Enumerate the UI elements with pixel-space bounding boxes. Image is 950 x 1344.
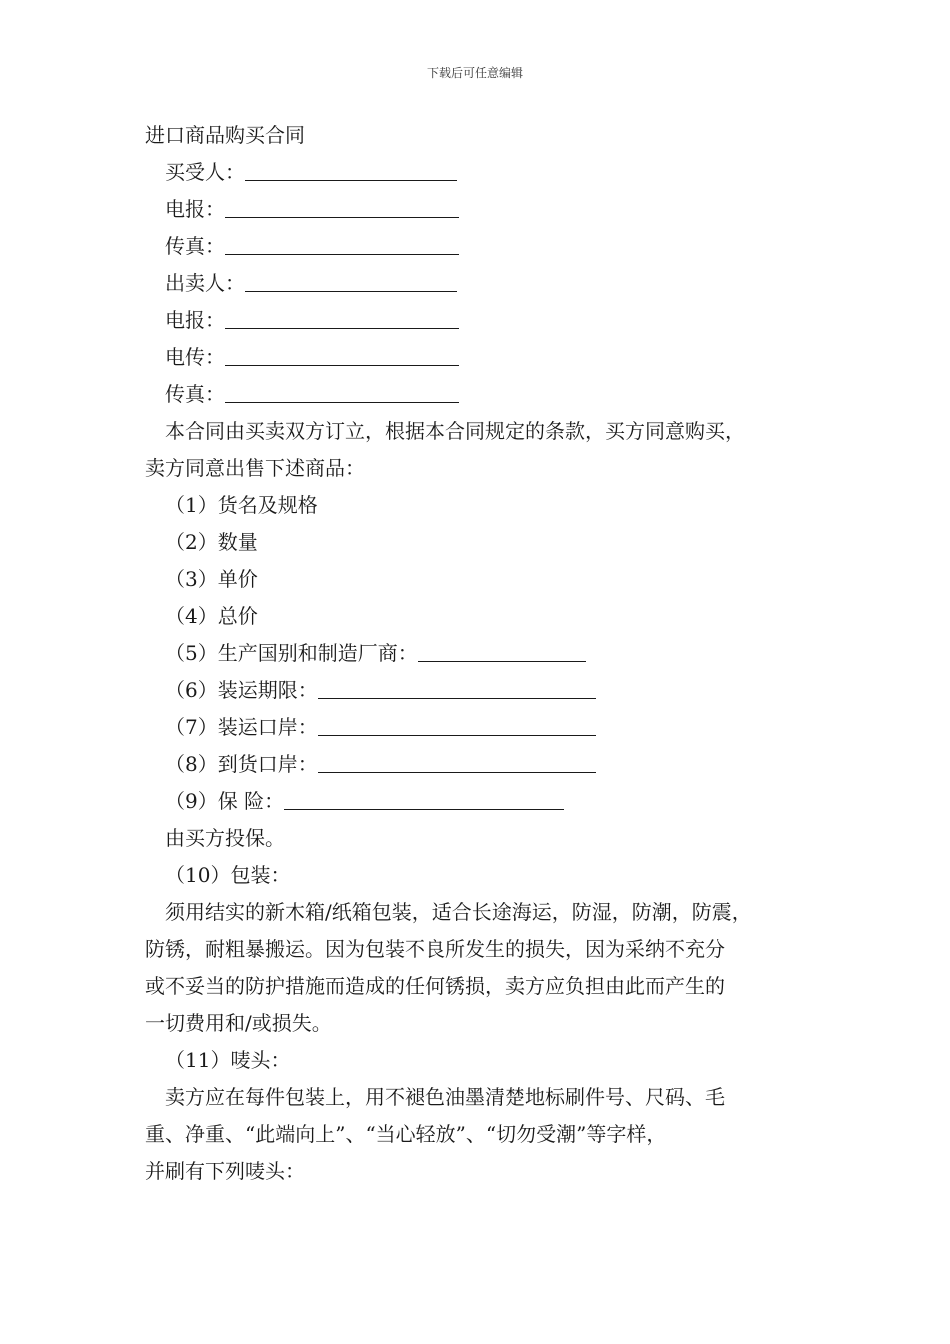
packing-heading: （10）包装：	[165, 863, 291, 887]
fill-blank[interactable]	[225, 306, 459, 329]
contract-title: 进口商品购买合同	[145, 123, 305, 147]
party-label: 电报：	[165, 197, 225, 221]
packing-text-line: 或不妥当的防护措施而造成的任何锈损，卖方应负担由此而产生的	[145, 974, 725, 998]
item-label: （5）生产国别和制造厂商：	[165, 641, 418, 665]
item-loading-port-row	[145, 709, 825, 746]
marks-text-line: 并刷有下列唛头：	[145, 1159, 305, 1183]
packing-text-line: 防锈，耐粗暴搬运。因为包装不良所发生的损失，因为采纳不充分	[145, 937, 725, 961]
party-seller-row	[145, 265, 825, 302]
party-label: 传真：	[165, 382, 225, 406]
item-label: （8）到货口岸：	[165, 752, 318, 776]
fill-blank[interactable]	[318, 713, 596, 736]
fill-blank[interactable]	[245, 269, 457, 292]
party-label: 电报：	[165, 308, 225, 332]
party-label: 传真：	[165, 234, 225, 258]
fill-blank[interactable]	[418, 639, 586, 662]
item-origin-row	[145, 635, 825, 672]
party-buyer-fax-row	[145, 228, 825, 265]
item-line: （2）数量	[165, 530, 258, 554]
marks-text-line: 重、净重、“此端向上”、“当心轻放”、“切勿受潮”等字样，	[145, 1122, 667, 1146]
intro-line: 卖方同意出售下述商品：	[145, 456, 365, 480]
party-label: 出卖人：	[165, 271, 245, 295]
contract-body	[145, 117, 825, 1190]
insurance-note: 由买方投保。	[165, 826, 285, 850]
item-insurance-row	[145, 783, 825, 820]
marks-heading: （11）唛头：	[165, 1048, 291, 1072]
item-shipment-period-row	[145, 672, 825, 709]
packing-text-line: 一切费用和/或损失。	[145, 1011, 332, 1035]
fill-blank[interactable]	[245, 158, 457, 181]
intro-line: 本合同由买卖双方订立，根据本合同规定的条款，买方同意购买，	[165, 419, 745, 443]
fill-blank[interactable]	[318, 750, 596, 773]
item-line: （4）总价	[165, 604, 258, 628]
party-buyer-row	[145, 154, 825, 191]
fill-blank[interactable]	[225, 380, 459, 403]
party-label: 电传：	[165, 345, 225, 369]
item-line: （3）单价	[165, 567, 258, 591]
item-destination-port-row	[145, 746, 825, 783]
item-label: （7）装运口岸：	[165, 715, 318, 739]
party-label: 买受人：	[165, 160, 245, 184]
packing-text-line: 须用结实的新木箱/纸箱包装，适合长途海运，防湿，防潮，防震，	[165, 900, 752, 924]
item-line: （1）货名及规格	[165, 493, 318, 517]
fill-blank[interactable]	[318, 676, 596, 699]
fill-blank[interactable]	[284, 787, 564, 810]
party-seller-telegram-row	[145, 302, 825, 339]
party-seller-telex-row	[145, 339, 825, 376]
fill-blank[interactable]	[225, 195, 459, 218]
fill-blank[interactable]	[225, 232, 459, 255]
party-seller-fax-row	[145, 376, 825, 413]
marks-text-line: 卖方应在每件包装上，用不褪色油墨清楚地标刷件号、尺码、毛	[165, 1085, 725, 1109]
fill-blank[interactable]	[225, 343, 459, 366]
party-buyer-telegram-row	[145, 191, 825, 228]
item-label: （6）装运期限：	[165, 678, 318, 702]
page-header-note: 下载后可任意编辑	[426, 66, 523, 80]
item-label: （9）保 险：	[165, 789, 285, 813]
